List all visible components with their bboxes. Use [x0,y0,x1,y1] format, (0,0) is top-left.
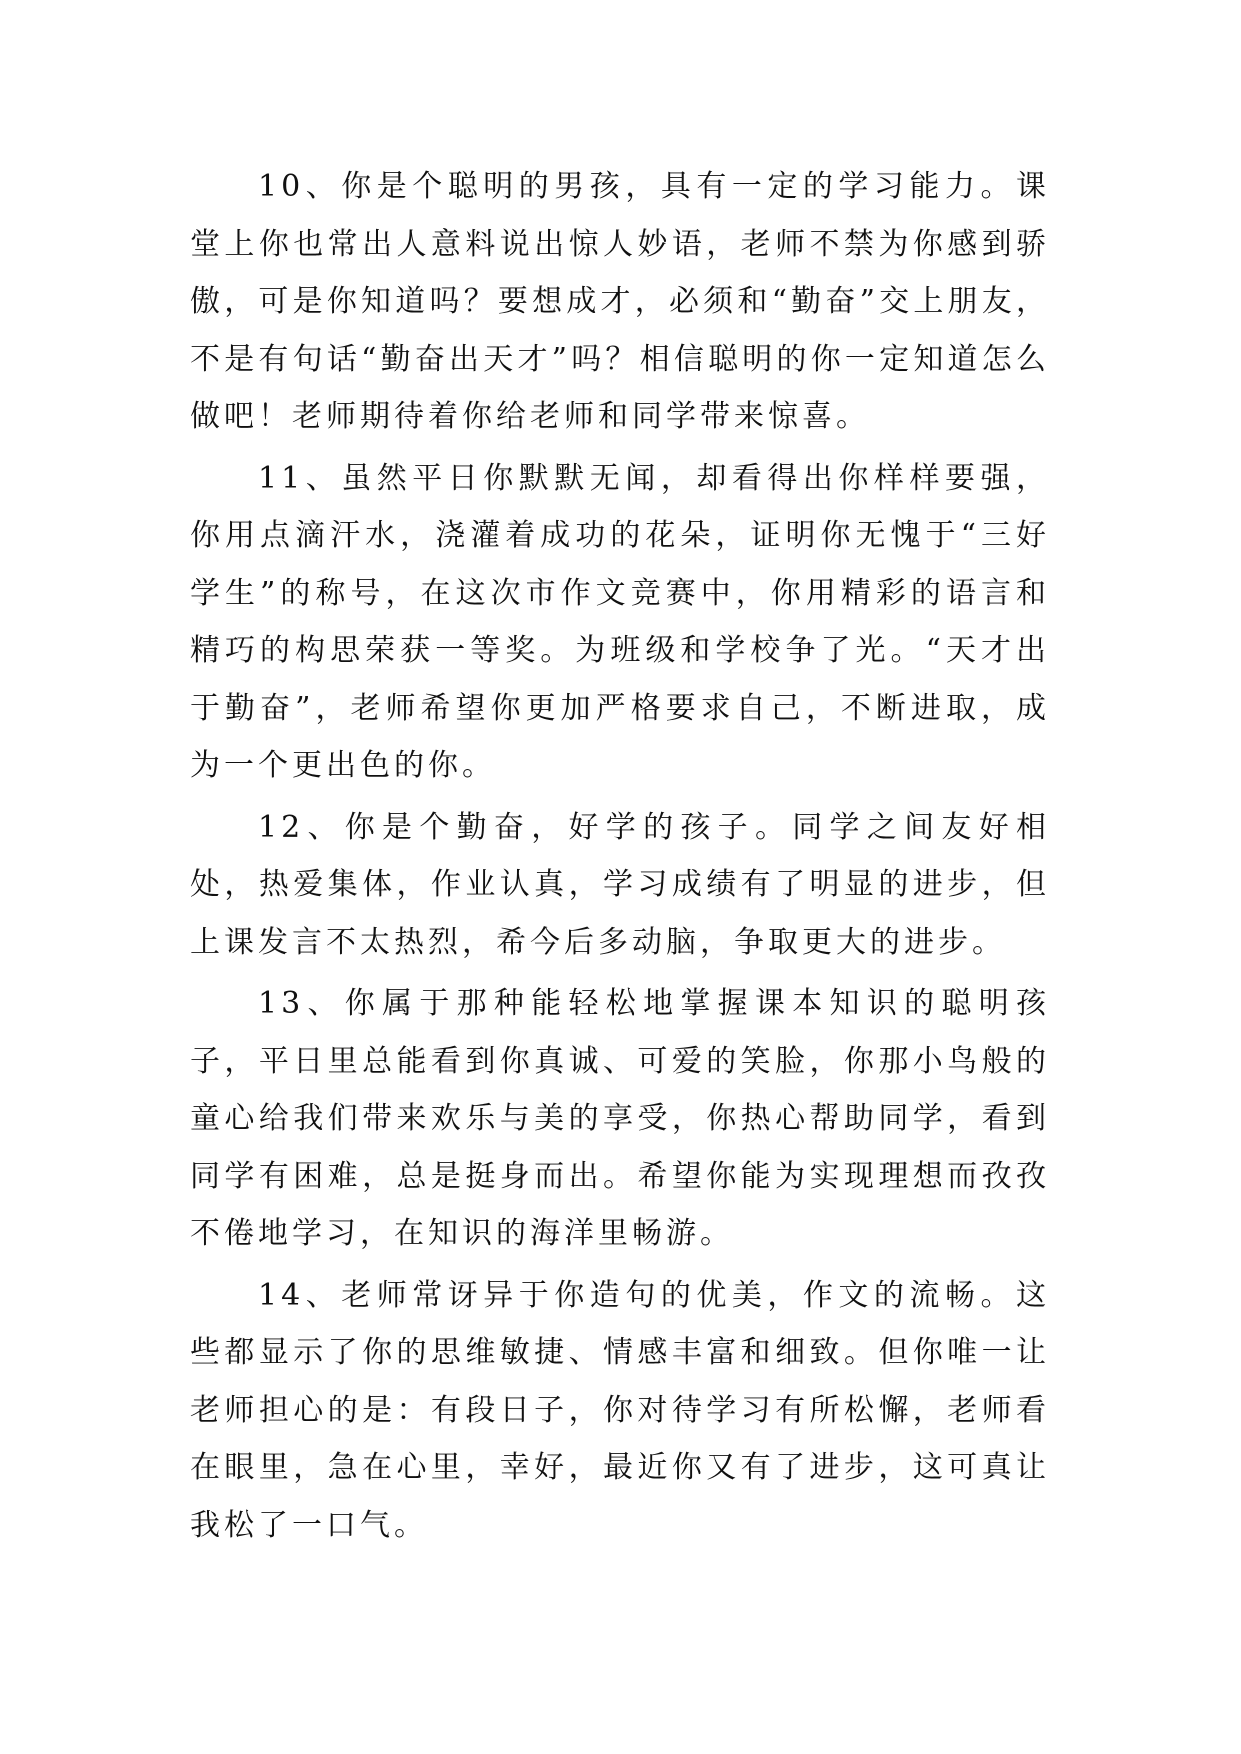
paragraph-14: 14、老师常讶异于你造句的优美，作文的流畅。这些都显示了你的思维敏捷、情感丰富和细致。但你唯一让老师担心的是：有段日子，你对待学习有所松懈，老师看在眼里，急在心里，幸好，最近你又有了进步，这可真让我松了一口气。 [190,1277,1050,1543]
paragraph-11: 11、虽然平日你默默无闻，却看得出你样样要强，你用点滴汗水，浇灌着成功的花朵，证明你无愧于“三好学生”的称号，在这次市作文竞赛中，你用精彩的语言和精巧的构思荣获一等奖。为班级和学校争了光。“天才出于勤奋”，老师希望你更加严格要求自己，不断进取，成为一个更出色的你。 [190,460,1050,783]
paragraph-13: 13、你属于那种能轻松地掌握课本知识的聪明孩子，平日里总能看到你真诚、可爱的笑脸，你那小鸟般的童心给我们带来欢乐与美的享受，你热心帮助同学，看到同学有困难，总是挺身而出。希望你能为实现理想而孜孜不倦地学习，在知识的海洋里畅游。 [190,986,1050,1251]
document-body [190,158,1050,1558]
paragraph-10: 10、你是个聪明的男孩，具有一定的学习能力。课堂上你也常出人意料说出惊人妙语，老师不禁为你感到骄傲，可是你知道吗？要想成才，必须和“勤奋”交上朋友，不是有句话“勤奋出天才”吗？相信聪明的你一定知道怎么做吧！老师期待着你给老师和同学带来惊喜。 [190,169,1050,434]
paragraph-12: 12、你是个勤奋，好学的孩子。同学之间友好相处，热爱集体，作业认真，学习成绩有了明显的进步，但上课发言不太热烈，希今后多动脑，争取更大的进步。 [190,809,1050,960]
